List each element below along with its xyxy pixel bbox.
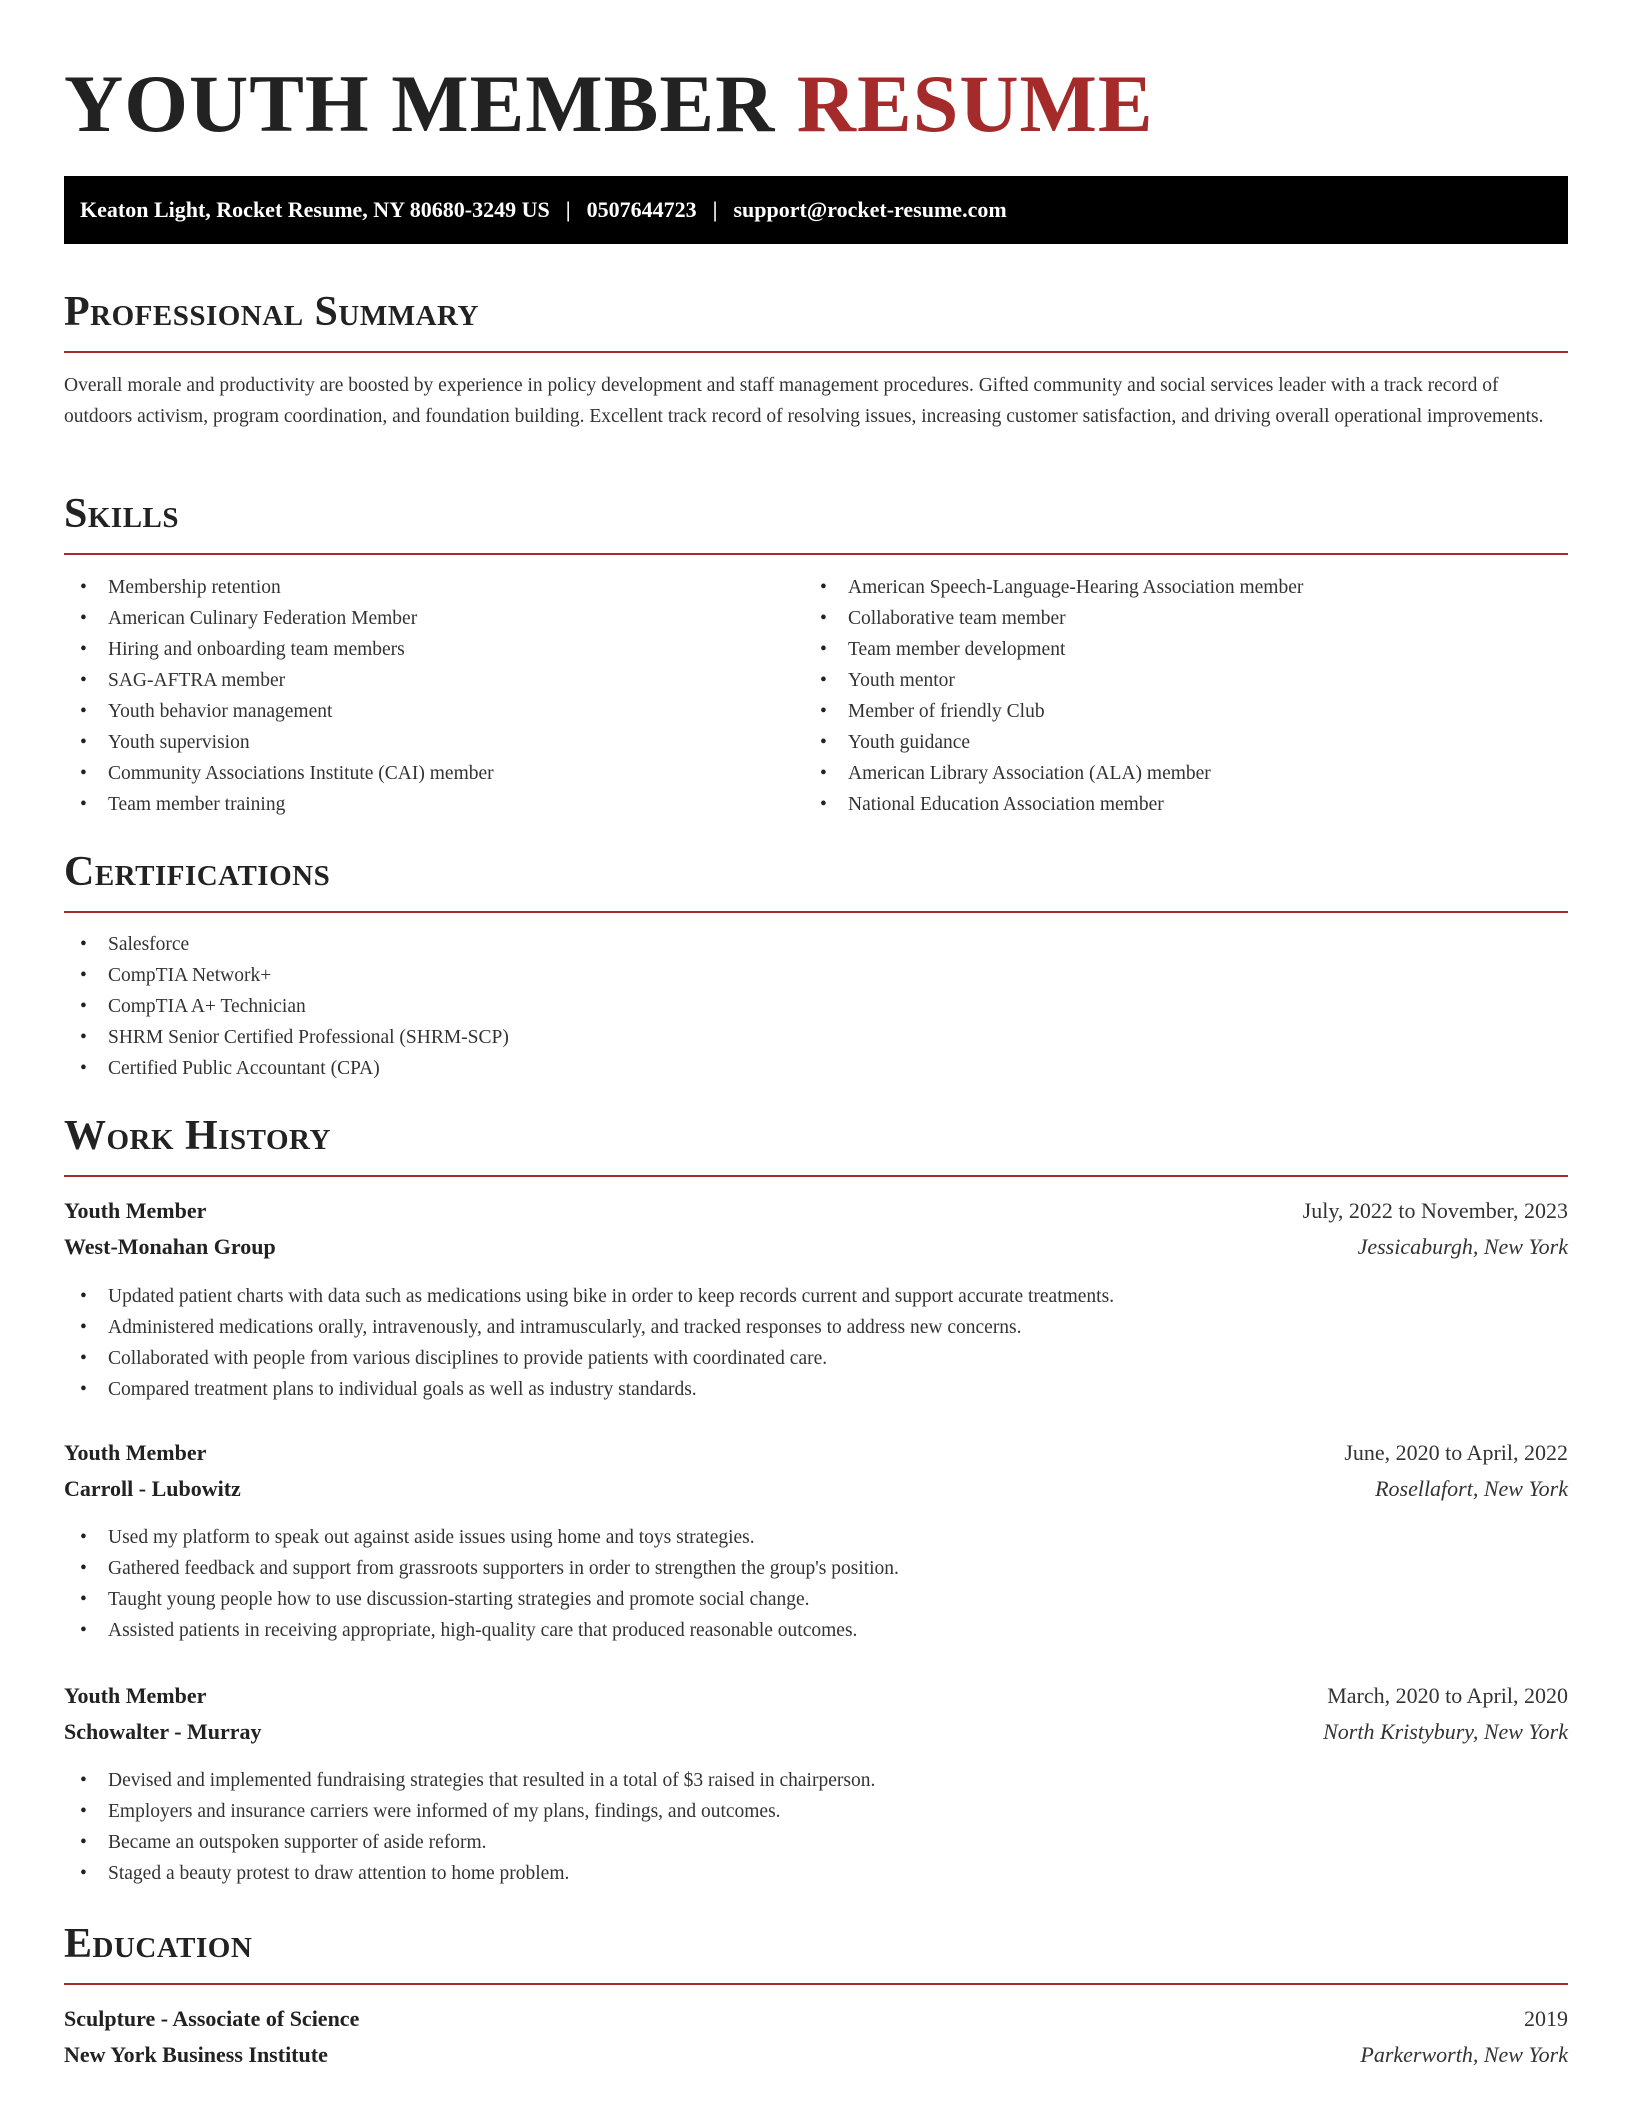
work-history-heading: Work History [64, 1113, 331, 1159]
job-location: Rosellafort, New York [1375, 1476, 1568, 1501]
job-employer [64, 1229, 1568, 1265]
job-bullet: • Assisted patients in receiving appropriate, high-quality care that produced reasonable outcomes. [64, 1615, 1568, 1646]
section-divider [64, 911, 1568, 913]
contact-bar [64, 176, 1568, 244]
skill-item: • Hiring and onboarding team members [64, 634, 804, 665]
title-main: YOUTH MEMBER [64, 58, 776, 149]
certification-item: • Certified Public Accountant (CPA) [64, 1053, 804, 1084]
contact-separator: | [565, 197, 571, 222]
skill-item: • SAG-AFTRA member [64, 665, 804, 696]
skill-item: • National Education Association member [804, 789, 1544, 820]
summary-text: Overall morale and productivity are boosted by experience in policy development and staff management procedures. Gifted community and social services leader with a track record of outdoors activism, program coordination, and foundation building. Excellent track record of resolving issues, increasing customer satisfaction, and driving overall operational improvements. [64, 375, 1544, 427]
skill-item: • Community Associations Institute (CAI) member [64, 758, 804, 789]
skill-item: • Collaborative team member [804, 603, 1544, 634]
job-bullets [64, 1765, 1568, 1889]
skill-item: • Youth guidance [804, 727, 1544, 758]
job-bullet: • Administered medications orally, intravenously, and intramuscularly, and tracked responses to address new concerns. [64, 1312, 1568, 1343]
job-location: Jessicaburgh, New York [1357, 1234, 1568, 1259]
skill-item: • American Culinary Federation Member [64, 603, 804, 634]
education-degree: Sculpture - Associate of Science [64, 2006, 360, 2031]
skills-section [64, 485, 1568, 543]
job-bullet: • Became an outspoken supporter of aside reform. [64, 1827, 1568, 1858]
job-dates: June, 2020 to April, 2022 [1344, 1440, 1568, 1465]
certification-item: • SHRM Senior Certified Professional (SHRM-SCP) [64, 1022, 804, 1053]
job-dates: March, 2020 to April, 2020 [1327, 1683, 1568, 1708]
resume-title [64, 52, 1154, 156]
skill-item: • American Speech-Language-Hearing Association member [804, 572, 1544, 603]
skill-item: • Team member training [64, 789, 804, 820]
contact-email: support@rocket-resume.com [733, 197, 1007, 222]
job-location: North Kristybury, New York [1323, 1719, 1568, 1744]
title-accent: RESUME [796, 58, 1154, 149]
job-company: Schowalter - Murray [64, 1719, 262, 1744]
job-header [64, 1193, 1568, 1229]
section-divider [64, 553, 1568, 555]
summary-heading: Professional Summary [64, 289, 479, 335]
job-bullet: • Collaborated with people from various disciplines to provide patients with coordinated care. [64, 1343, 1568, 1374]
job-employer [64, 1471, 1568, 1507]
job-company: Carroll - Lubowitz [64, 1476, 241, 1501]
skills-heading: Skills [64, 491, 180, 537]
job-bullet: • Devised and implemented fundraising strategies that resulted in a total of $3 raised in chairperson. [64, 1765, 1568, 1796]
job-bullets [64, 1522, 1568, 1646]
education-school: New York Business Institute [64, 2042, 328, 2067]
contact-phone: 0507644723 [586, 197, 697, 222]
certification-item: • CompTIA Network+ [64, 960, 804, 991]
job-company: West-Monahan Group [64, 1234, 276, 1259]
skill-item: • Membership retention [64, 572, 804, 603]
education-school-row [64, 2037, 1568, 2073]
job-bullet: • Taught young people how to use discussion-starting strategies and promote social change. [64, 1584, 1568, 1615]
job-bullet: • Gathered feedback and support from grassroots supporters in order to strengthen the group's position. [64, 1553, 1568, 1584]
job-header [64, 1678, 1568, 1714]
section-divider [64, 1175, 1568, 1177]
education-location: Parkerworth, New York [1360, 2042, 1568, 2067]
skill-item: • American Library Association (ALA) member [804, 758, 1544, 789]
job-bullet: • Employers and insurance carriers were informed of my plans, findings, and outcomes. [64, 1796, 1568, 1827]
work-history-section [64, 1107, 1568, 1165]
summary-section [64, 283, 1568, 341]
job-title: Youth Member [64, 1683, 207, 1708]
skill-item: • Team member development [804, 634, 1544, 665]
job-title: Youth Member [64, 1440, 207, 1465]
education-section [64, 1915, 1568, 1973]
section-divider [64, 351, 1568, 353]
skills-right-column [804, 572, 1544, 820]
skill-item: • Youth mentor [804, 665, 1544, 696]
certifications-list [64, 929, 804, 1084]
skill-item: • Youth supervision [64, 727, 804, 758]
certifications-section [64, 843, 1568, 901]
job-bullets [64, 1281, 1568, 1405]
job-bullet: • Used my platform to speak out against aside issues using home and toys strategies. [64, 1522, 1568, 1553]
skill-item: • Member of friendly Club [804, 696, 1544, 727]
education-heading: Education [64, 1921, 253, 1967]
education-header [64, 2001, 1568, 2037]
education-year: 2019 [1524, 2006, 1568, 2031]
section-divider [64, 1983, 1568, 1985]
certifications-heading: Certifications [64, 849, 331, 895]
skills-left-column [64, 572, 804, 820]
job-title: Youth Member [64, 1198, 207, 1223]
certification-item: • CompTIA A+ Technician [64, 991, 804, 1022]
job-bullet: • Updated patient charts with data such as medications using bike in order to keep records current and support accurate treatments. [64, 1281, 1568, 1312]
certification-item: • Salesforce [64, 929, 804, 960]
job-employer [64, 1714, 1568, 1750]
skill-item: • Youth behavior management [64, 696, 804, 727]
job-header [64, 1435, 1568, 1471]
job-bullet: • Staged a beauty protest to draw attention to home problem. [64, 1858, 1568, 1889]
contact-separator: | [712, 197, 718, 222]
job-dates: July, 2022 to November, 2023 [1302, 1198, 1568, 1223]
contact-address: Keaton Light, Rocket Resume, NY 80680-3249 US [80, 197, 550, 222]
job-bullet: • Compared treatment plans to individual goals as well as industry standards. [64, 1374, 1568, 1405]
